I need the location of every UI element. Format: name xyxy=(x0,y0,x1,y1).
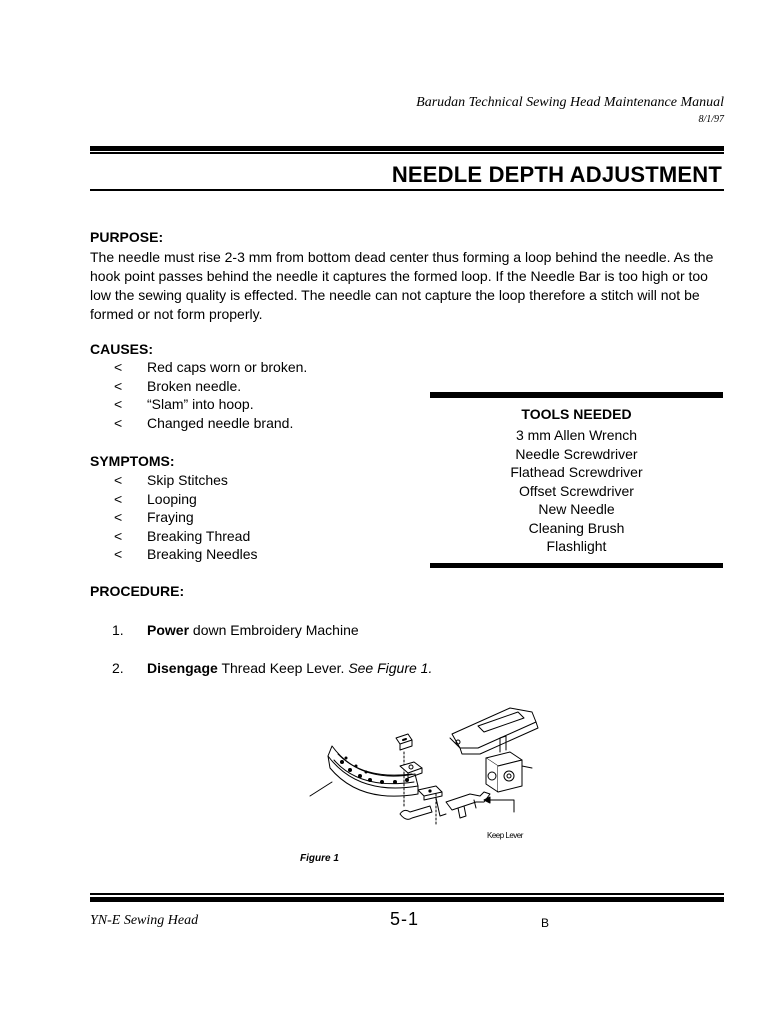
header-rule-thin xyxy=(90,152,724,154)
bullet-marker: < xyxy=(114,472,123,488)
figure-1-illustration xyxy=(300,696,550,846)
bullet-marker: < xyxy=(114,490,123,507)
bullet-marker: < xyxy=(114,509,123,526)
list-item: Offset Screwdriver xyxy=(519,482,634,499)
bullet-marker: < xyxy=(114,377,123,394)
step-number: 2. xyxy=(112,660,124,676)
symptoms-heading: SYMPTOMS: xyxy=(90,453,175,469)
footer-rule-thin xyxy=(90,893,724,895)
list-item: Flashlight xyxy=(546,538,607,554)
page-number: 5-1 xyxy=(390,909,420,929)
bullet-marker: < xyxy=(114,396,123,413)
tools-box-top-rule xyxy=(430,392,723,398)
tools-heading: TOOLS NEEDED xyxy=(521,406,632,422)
manual-title: Barudan Technical Sewing Head Maintenance Manual xyxy=(416,95,724,110)
cause-text: Broken needle. xyxy=(147,377,242,394)
list-item: New Needle xyxy=(538,501,615,517)
step-action: Disengage xyxy=(147,660,218,676)
tools-needed-box xyxy=(430,392,723,569)
step-text: Thread Keep Lever. xyxy=(217,660,349,676)
cause-text: “Slam” into hoop. xyxy=(147,396,254,413)
bullet-marker: < xyxy=(114,359,123,375)
symptom-text: Looping xyxy=(147,490,197,507)
footer-revision: B xyxy=(541,916,550,930)
procedure-step-1 xyxy=(112,622,359,638)
tools-box-bottom-rule xyxy=(430,563,723,568)
tools-list xyxy=(430,426,723,556)
cause-text: Changed needle brand. xyxy=(147,414,294,431)
manual-date: 8/1/97 xyxy=(698,114,724,125)
purpose-heading: PURPOSE: xyxy=(90,229,164,245)
symptom-text: Breaking Thread xyxy=(147,527,251,544)
list-item: Flathead Screwdriver xyxy=(510,464,643,480)
step-action: Power xyxy=(147,622,190,638)
cause-text: Red caps worn or broken. xyxy=(147,359,308,375)
figure-reference: See Figure 1. xyxy=(348,660,433,676)
symptom-text: Breaking Needles xyxy=(147,546,258,563)
footer-rule-thick xyxy=(90,897,724,902)
figure-label-keep-lever: Keep Lever xyxy=(487,831,523,840)
step-number: 1. xyxy=(112,622,124,638)
list-item: Cleaning Brush xyxy=(528,519,625,536)
bullet-marker: < xyxy=(114,414,123,431)
bullet-marker: < xyxy=(114,527,123,544)
procedure-heading: PROCEDURE: xyxy=(90,583,185,599)
title-underline xyxy=(90,189,724,191)
list-item: Needle Screwdriver xyxy=(515,445,638,462)
footer-model-name: YN-E Sewing Head xyxy=(90,913,199,928)
header-rule-thick xyxy=(90,146,724,151)
purpose-text: The needle must rise 2-3 mm from bottom dead center thus forming a loop behind the needle. As the hook point passes behind the needle it captures the formed loop. If the Needle Bar is too high or too low the sewing quality is effected. The needle can not capture the loop therefore a stitch will not be formed or not form properly. xyxy=(90,249,714,322)
symptom-text: Skip Stitches xyxy=(147,472,228,488)
list-item: 3 mm Allen Wrench xyxy=(515,427,638,443)
bullet-marker: < xyxy=(114,546,123,563)
symptom-text: Fraying xyxy=(147,509,194,526)
page-title: NEEDLE DEPTH ADJUSTMENT xyxy=(391,162,722,187)
step-text: down Embroidery Machine xyxy=(189,622,359,638)
figure-caption: Figure 1 xyxy=(300,853,339,864)
causes-heading: CAUSES: xyxy=(90,341,154,357)
procedure-step-2 xyxy=(112,660,432,676)
